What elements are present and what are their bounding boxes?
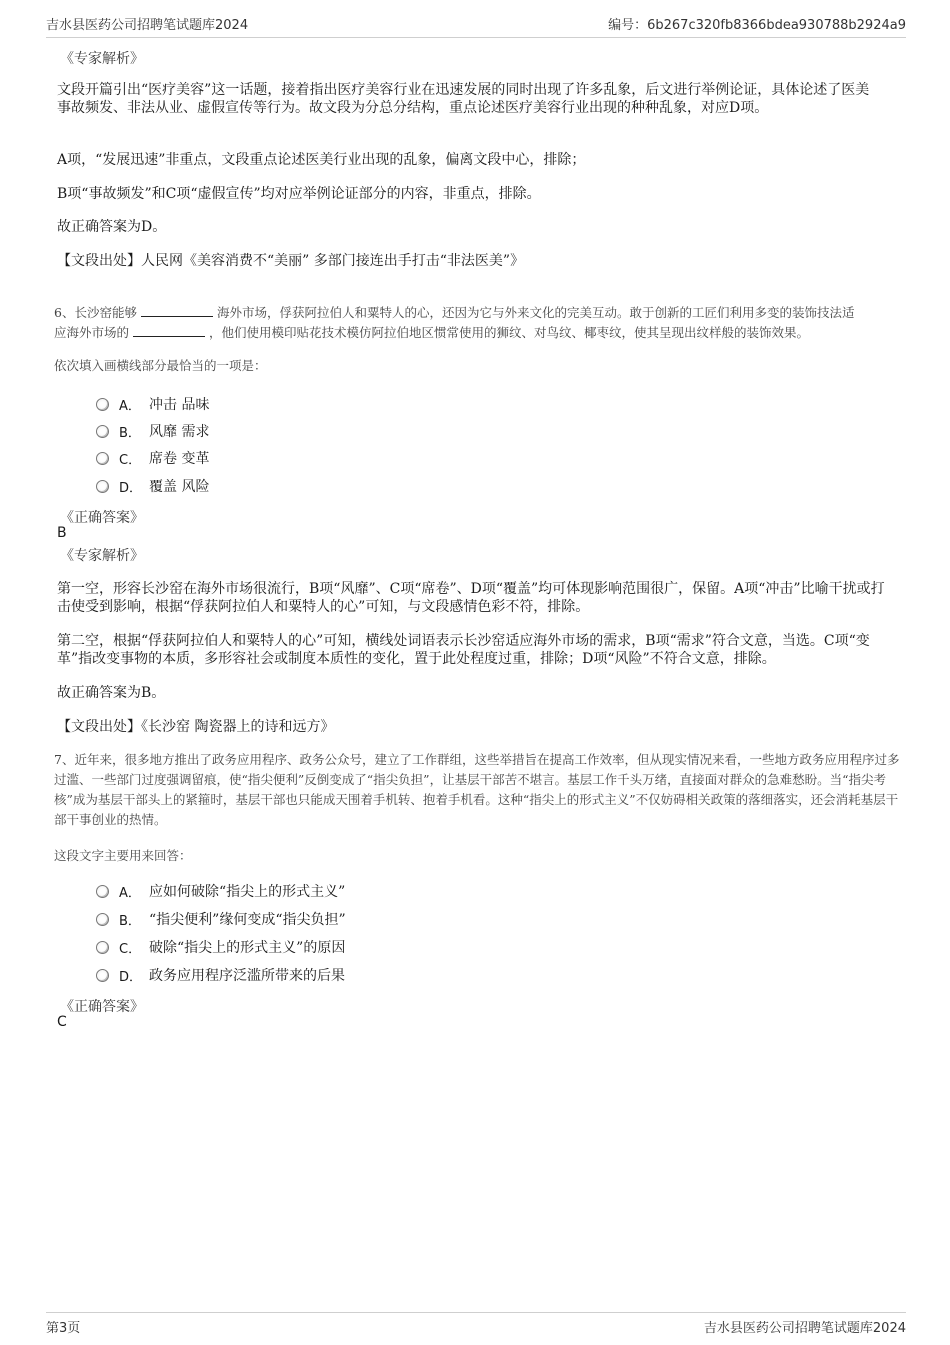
fill-blank-1 [141, 304, 213, 317]
analysis-paragraph: 故正确答案为B。 [57, 685, 166, 701]
correct-answer-label: 《正确答案》 [60, 999, 144, 1015]
option-c[interactable]: C． 破除“指尖上的形式主义”的原因 [96, 937, 345, 957]
radio-button-icon[interactable] [96, 452, 109, 465]
option-b[interactable]: B． 风靡 需求 [96, 421, 209, 441]
page-footer [46, 1312, 906, 1336]
radio-button-icon[interactable] [96, 969, 109, 982]
radio-button-icon[interactable] [96, 885, 109, 898]
analysis-paragraph: 第二空，根据“俘获阿拉伯人和粟特人的心”可知，横线处词语表示长沙窑适应海外市场的需求，B项“需求”符合文意，当选。C项“变革”指改变事物的本质，多形容社会或制度本质性的变化，置于此处程度过重，排除；D项“风险”不符合文意，排除。 [57, 633, 870, 667]
option-b[interactable]: B． “指尖便利”缘何变成“指尖负担” [96, 909, 346, 929]
option-c[interactable]: C． 席卷 变革 [96, 448, 209, 468]
header-serial: 编号：6b267c320fb8366bdea930788b2924a9 [608, 18, 906, 33]
footer-title: 吉水县医药公司招聘笔试题库2024 [703, 1321, 906, 1336]
option-a[interactable]: A． 冲击 品味 [96, 394, 209, 414]
header-title: 吉水县医药公司招聘笔试题库2024 [46, 18, 249, 33]
correct-answer-value: B [57, 525, 67, 541]
expert-analysis-label: 《专家解析》 [60, 51, 144, 67]
source-citation: 【文段出处】《长沙窑 陶瓷器上的诗和远方》 [57, 719, 335, 735]
correct-answer-value: C [57, 1014, 67, 1030]
page-header [46, 14, 906, 38]
radio-button-icon[interactable] [96, 425, 109, 438]
question-prompt: 依次填入画横线部分最恰当的一项是： [54, 358, 267, 373]
radio-button-icon[interactable] [96, 480, 109, 493]
question-stem: 6、长沙窑能够 海外市场，俘获阿拉伯人和粟特人的心，还因为它与外来文化的完美互动。敢于创新的工匠们利用多变的装饰技法适 应海外市场的 ，他们使用模印贴花技术模仿阿拉伯地区惯常使用的狮纹、对鸟纹、椰枣纹，使其呈现出纹样般的装饰效果。 [54, 305, 855, 340]
page-number: 第3页 [46, 1321, 81, 1336]
analysis-paragraph: A项，“发展迅速”非重点，文段重点论述医美行业出现的乱象，偏离文段中心，排除； [57, 152, 586, 168]
analysis-paragraph: 故正确答案为D。 [57, 219, 167, 235]
correct-answer-label: 《正确答案》 [60, 510, 144, 526]
source-citation: 【文段出处】人民网《美容消费不“美丽” 多部门接连出手打击“非法医美”》 [57, 253, 525, 269]
question-prompt: 这段文字主要用来回答： [54, 848, 192, 863]
expert-analysis-label: 《专家解析》 [60, 548, 144, 564]
question-stem: 7、近年来，很多地方推出了政务应用程序、政务公众号，建立了工作群组，这些举措旨在提高工作效率，但从现实情况来看，一些地方政务应用程序过多过滥、一些部门过度强调留痕，使“指尖便利”反倒变成了“指尖负担”，让基层干部苦不堪言。基层工作千头万绪，直接面对群众的急难愁盼。当“指尖考核”成为基层干部头上的紧箍时，基层干部也只能成天围着手机转、抱着手机看。这种“指尖上的形式主义”不仅妨碍相关政策的落细落实，还会消耗基层干部干事创业的热情。 [54, 752, 900, 827]
option-d[interactable]: D． 政务应用程序泛滥所带来的后果 [96, 965, 345, 985]
option-a[interactable]: A． 应如何破除“指尖上的形式主义” [96, 881, 345, 901]
analysis-paragraph: 第一空，形容长沙窑在海外市场很流行，B项“风靡”、C项“席卷”、D项“覆盖”均可体现影响范围很广，保留。A项“冲击”比喻干扰或打击使受到影响，根据“俘获阿拉伯人和粟特人的心”可知，与文段感情色彩不符，排除。 [57, 581, 885, 615]
radio-button-icon[interactable] [96, 941, 109, 954]
option-d[interactable]: D． 覆盖 风险 [96, 476, 209, 496]
analysis-paragraph: 文段开篇引出“医疗美容”这一话题，接着指出医疗美容行业在迅速发展的同时出现了许多乱象，后文进行举例论证，具体论述了医美事故频发、非法从业、虚假宣传等行为。故文段为分总分结构，重点论述医疗美容行业出现的种种乱象，对应D项。 [57, 82, 870, 116]
radio-button-icon[interactable] [96, 398, 109, 411]
analysis-paragraph: B项“事故频发”和C项“虚假宣传”均对应举例论证部分的内容，非重点，排除。 [57, 186, 541, 202]
radio-button-icon[interactable] [96, 913, 109, 926]
fill-blank-2 [133, 324, 205, 337]
